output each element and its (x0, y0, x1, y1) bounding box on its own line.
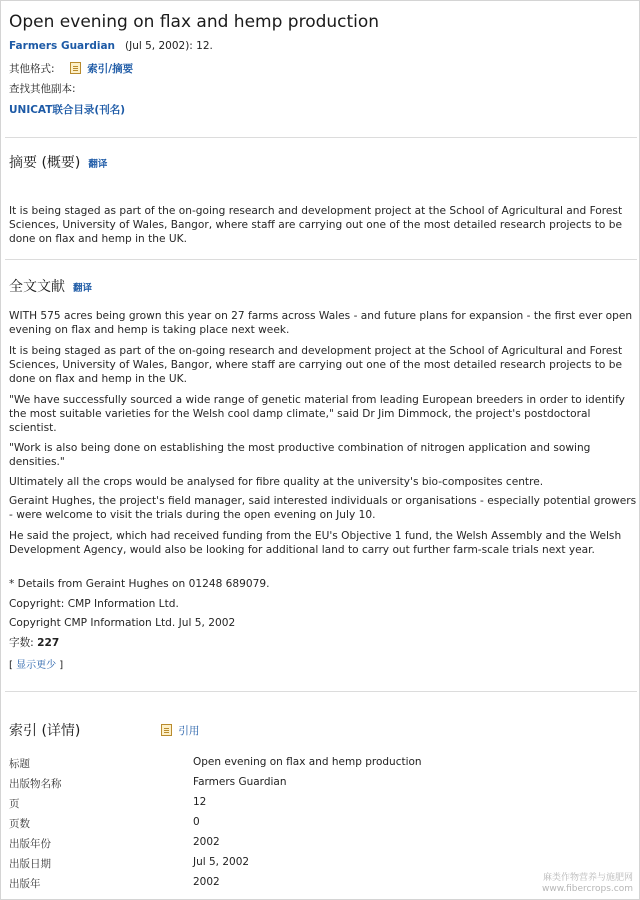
index-abstract-link[interactable]: 索引/摘要 (87, 63, 134, 75)
detail-key: 出版日期 (9, 858, 51, 870)
detail-value: 2002 (193, 876, 220, 888)
show-less-link[interactable]: 显示更少 (16, 660, 57, 671)
detail-value: Open evening on flax and hemp production (193, 756, 422, 768)
citation-line (9, 40, 213, 52)
watermark-line: www.fibercrops.com (542, 884, 633, 894)
detail-key: 出版物名称 (9, 778, 62, 790)
fulltext-paragraph: Copyright CMP Information Ltd. Jul 5, 2002 (9, 617, 236, 629)
detail-key: 出版年份 (9, 838, 51, 850)
abstract-heading (9, 152, 107, 172)
abstract-translate-link[interactable]: 翻译 (88, 159, 108, 170)
fulltext-paragraph: WITH 575 acres being grown this year on 27 farms across Wales - and future plans for expansion - the first ever open evening on flax and hemp is taking place next week. (9, 310, 633, 336)
detail-key: 出版年 (9, 878, 41, 890)
fulltext-heading-text: 全文文献 (9, 279, 65, 295)
cite-label: 引用 (178, 725, 200, 737)
detail-value: 0 (193, 816, 200, 828)
detail-key: 页 (9, 798, 20, 810)
other-formats-row (9, 61, 133, 76)
abstract-text: It is being staged as part of the on-going research and development project at the School of Agricultural and Forest Sciences, University of Wales, Bangor, where staff are carrying out one of the most detailed research projects to be done on flax and hemp in the UK. (9, 205, 623, 245)
bracket-open: [ (9, 660, 13, 671)
watermark-line: 麻类作物营养与施肥网 (542, 873, 633, 883)
word-count-value: 227 (37, 637, 60, 649)
divider (5, 259, 637, 260)
fulltext-heading (9, 276, 92, 296)
fulltext-translate-link[interactable]: 翻译 (73, 283, 93, 294)
fulltext-paragraph: * Details from Geraint Hughes on 01248 689079. (9, 578, 270, 590)
detail-key: 页数 (9, 818, 30, 830)
detail-value: 12 (193, 796, 207, 808)
detail-key: 标题 (9, 758, 30, 770)
fulltext-paragraph: Copyright: CMP Information Ltd. (9, 598, 179, 610)
abstract-document-icon (70, 62, 81, 74)
publication-link[interactable]: Farmers Guardian (9, 40, 115, 52)
publication-name-link[interactable]: Farmers Guardian (193, 776, 287, 788)
cite-icon (161, 724, 172, 736)
word-count-label: 字数: (9, 637, 34, 649)
detail-value: 2002 (193, 836, 220, 848)
index-heading: 索引 (详情) (9, 723, 81, 739)
fulltext-paragraph: He said the project, which had received funding from the EU's Objective 1 fund, the Welsh Assembly and the Welsh Development Agency, would also be looking for additional land to carry out further farm-scale trials next year. (9, 530, 622, 556)
divider (5, 691, 637, 692)
word-count (9, 635, 59, 650)
abstract-heading-text: 摘要 (概要) (9, 155, 81, 171)
divider (5, 137, 637, 138)
citation-detail: (Jul 5, 2002): 12. (125, 40, 213, 52)
fulltext-paragraph: It is being staged as part of the on-going research and development project at the School of Agricultural and Forest Sciences, University of Wales, Bangor, where staff are carrying out one of the most detailed research projects to be done on flax and hemp in the UK. (9, 345, 623, 385)
bracket-close: ] (59, 660, 64, 671)
fulltext-paragraph: "Work is also being done on establishing the most productive combination of nitrogen application and sowing densities." (9, 442, 591, 468)
site-watermark (542, 873, 633, 895)
other-formats-label: 其他格式: (9, 63, 55, 75)
fulltext-paragraph: "We have successfully sourced a wide range of genetic material from leading European breeders in order to identify the most suitable varieties for the Welsh cool damp climate," said Dr Jim Dimmock, the project's postdoctoral scientist. (9, 394, 625, 434)
fulltext-paragraph: Ultimately all the crops would be analysed for fibre quality at the university's bio-composites centre. (9, 476, 544, 488)
detail-value: Jul 5, 2002 (193, 856, 250, 868)
document-title: Open evening on flax and hemp production (9, 12, 380, 32)
fulltext-paragraph: Geraint Hughes, the project's field manager, said interested individuals or organisations - especially potential growers - were welcome to visit the trials during the open evening on July 10. (9, 495, 637, 521)
find-copies-label: 查找其他副本: (9, 83, 76, 95)
show-less-toggle (9, 656, 63, 671)
cite-button[interactable] (161, 723, 199, 738)
unicat-link[interactable]: UNICAT联合目录(刊名) (9, 104, 125, 116)
